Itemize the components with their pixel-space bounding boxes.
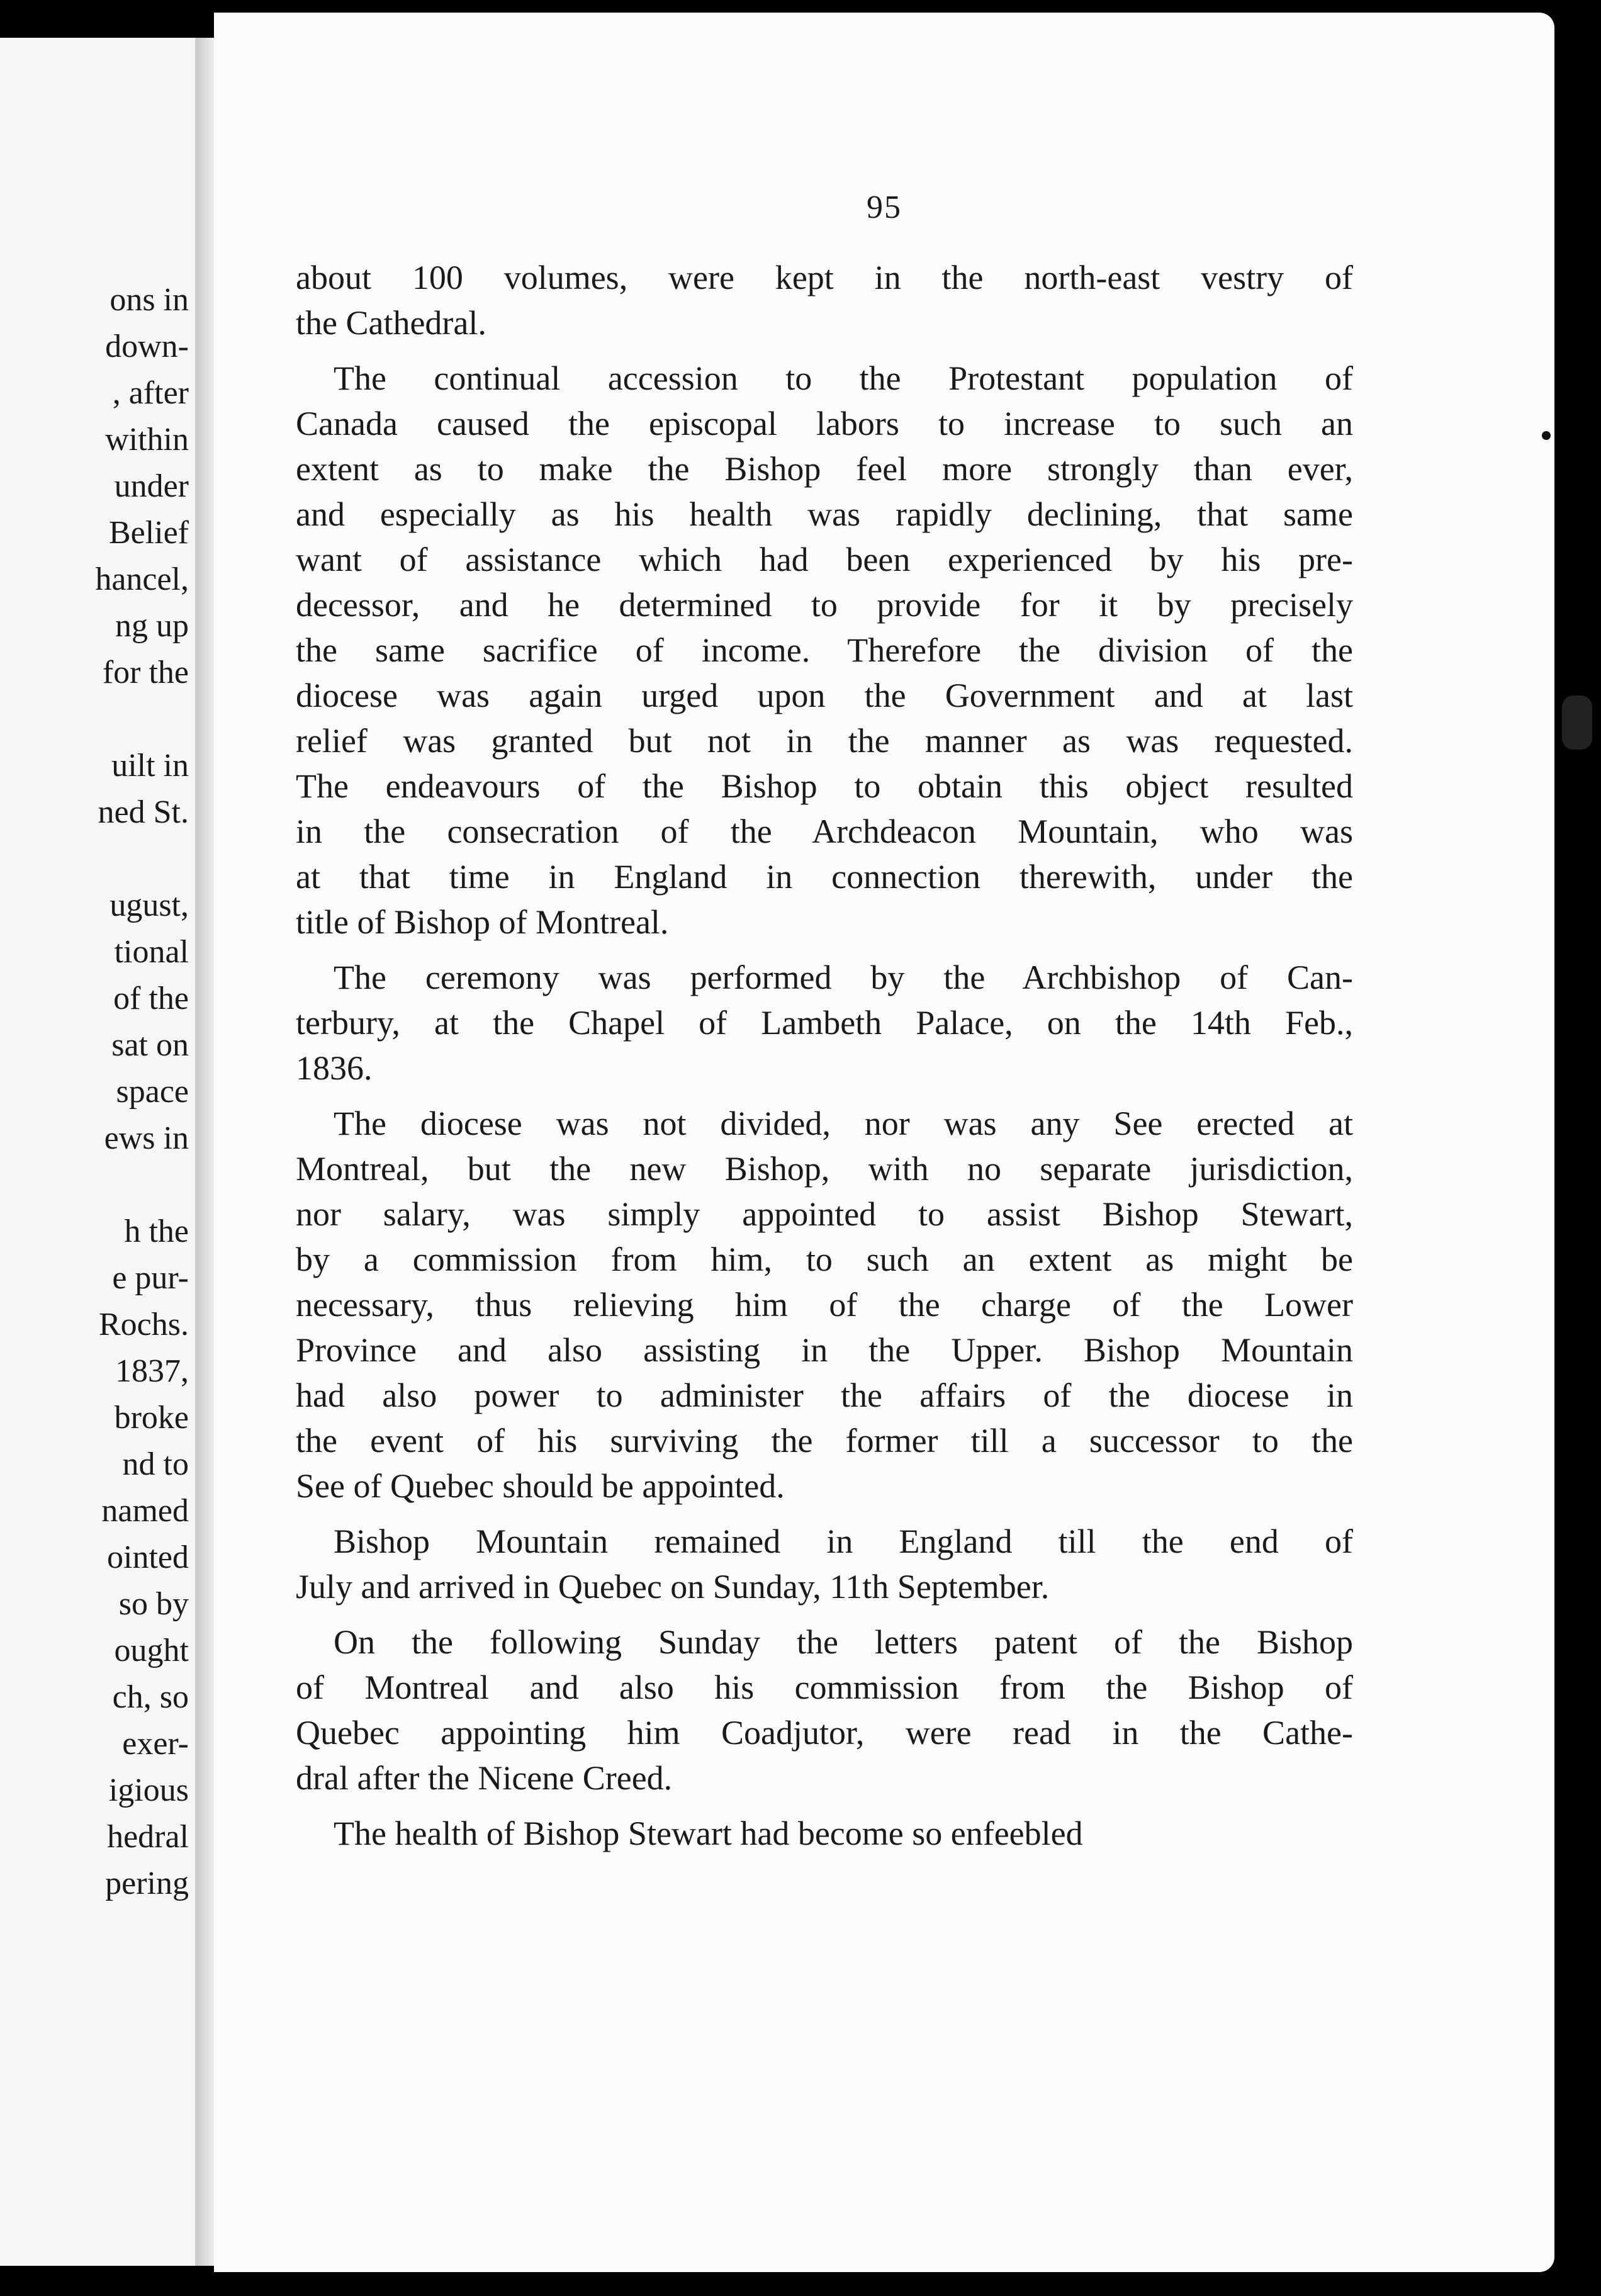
text-line: had also power to administer the affairs of the diocese in: [296, 1376, 1353, 1414]
left-fragment-line: ought: [114, 1633, 189, 1669]
text-line: On the following Sunday the letters patent of the Bishop: [334, 1623, 1353, 1661]
text-line: The continual accession to the Protestant population of: [334, 359, 1353, 397]
left-fragment-line: ch, so: [112, 1679, 189, 1715]
text-line: Canada caused the episcopal labors to increase to such an: [296, 405, 1353, 442]
text-line: Province and also assisting in the Upper. Bishop Mountain: [296, 1331, 1353, 1369]
text-line: The ceremony was performed by the Archbishop of Can-: [334, 959, 1353, 996]
text-line: Montreal, but the new Bishop, with no separate jurisdiction,: [296, 1150, 1353, 1188]
text-line: See of Quebec should be appointed.: [296, 1467, 785, 1505]
paragraph: [296, 1619, 1353, 1801]
left-fragment-line: ugust,: [110, 887, 189, 923]
left-fragment-line: ng up: [115, 608, 189, 644]
text-line: in the consecration of the Archdeacon Mountain, who was: [296, 813, 1353, 850]
left-fragment-line: uilt in: [111, 748, 189, 784]
text-line: title of Bishop of Montreal.: [296, 903, 669, 941]
left-fragment-line: nd to: [122, 1446, 189, 1482]
left-fragment-line: pering: [105, 1866, 189, 1901]
left-fragment-line: down-: [105, 329, 189, 364]
text-line: decessor, and he determined to provide for it by precisely: [296, 586, 1353, 624]
left-fragment-line: hedral: [107, 1819, 189, 1855]
left-fragment-line: exer-: [122, 1726, 189, 1762]
body-text: [296, 255, 1353, 1866]
left-fragment-line: ons in: [110, 282, 189, 318]
left-fragment-line: broke: [114, 1400, 189, 1436]
left-fragment-line: of the: [113, 981, 189, 1016]
text-line: relief was granted but not in the manner as was requested.: [296, 722, 1353, 760]
text-line: necessary, thus relieving him of the charge of the Lower: [296, 1286, 1353, 1324]
left-page: [0, 38, 196, 2266]
text-line: by a commission from him, to such an extent as might be: [296, 1241, 1353, 1278]
text-line: nor salary, was simply appointed to assist Bishop Stewart,: [296, 1195, 1353, 1233]
right-page: [214, 13, 1554, 2272]
left-fragment-line: ews in: [104, 1120, 189, 1156]
text-line: about 100 volumes, were kept in the north-east vestry of: [296, 259, 1353, 296]
page-edge-mark: [1562, 695, 1592, 750]
text-line: July and arrived in Quebec on Sunday, 11th September.: [296, 1568, 1050, 1606]
paragraph: [296, 255, 1353, 346]
left-fragment-line: h the: [124, 1213, 189, 1249]
paragraph: [296, 1101, 1353, 1509]
text-line: at that time in England in connection therewith, under the: [296, 858, 1353, 896]
paragraph: [296, 356, 1353, 945]
text-line: Quebec appointing him Coadjutor, were read in the Cathe-: [296, 1714, 1353, 1752]
left-fragment-line: within: [105, 422, 189, 458]
left-fragment-line: space: [116, 1074, 189, 1110]
text-line: of Montreal and also his commission from the Bishop of: [296, 1669, 1353, 1706]
text-line: and especially as his health was rapidly declining, that same: [296, 495, 1353, 533]
left-fragment-line: ned St.: [98, 794, 189, 830]
left-fragment-line: ointed: [107, 1539, 189, 1575]
page-number: 95: [867, 189, 902, 225]
text-line: the same sacrifice of income. Therefore the division of the: [296, 631, 1353, 669]
text-line: The diocese was not divided, nor was any See erected at: [334, 1105, 1353, 1142]
text-line: the Cathedral.: [296, 304, 486, 342]
left-fragment-line: [0, 836, 189, 882]
text-line: terbury, at the Chapel of Lambeth Palace, on the 14th Feb.,: [296, 1004, 1353, 1042]
left-fragment-line: hancel,: [95, 561, 189, 597]
left-fragment-line: named: [101, 1493, 189, 1529]
left-fragment-line: , after: [112, 375, 189, 411]
text-line: The health of Bishop Stewart had become so enfeebled: [334, 1815, 1083, 1852]
left-fragment-line: Belief: [108, 515, 189, 551]
left-fragment-line: Rochs.: [99, 1307, 189, 1342]
left-fragment-line: for the: [102, 655, 189, 690]
left-fragment-line: [0, 696, 189, 743]
left-fragment-line: tional: [114, 934, 189, 970]
paragraph: [296, 1519, 1353, 1609]
left-fragment-line: so by: [118, 1586, 189, 1622]
left-fragment-line: 1837,: [115, 1353, 189, 1389]
text-line: the event of his surviving the former till a successor to the: [296, 1422, 1353, 1460]
text-line: The endeavours of the Bishop to obtain this object resulted: [296, 767, 1353, 805]
text-line: dral after the Nicene Creed.: [296, 1759, 673, 1797]
left-page-fragments: [0, 277, 189, 1907]
book-gutter: [196, 38, 214, 2266]
margin-dot-mark: [1542, 431, 1551, 440]
left-fragment-line: igious: [108, 1772, 189, 1808]
left-fragment-line: [0, 1162, 189, 1208]
text-line: extent as to make the Bishop feel more strongly than ever,: [296, 450, 1353, 488]
left-fragment-line: under: [114, 468, 189, 504]
text-line: Bishop Mountain remained in England till the end of: [334, 1522, 1353, 1560]
text-line: diocese was again urged upon the Government and at last: [296, 677, 1353, 714]
paragraph: [296, 955, 1353, 1091]
left-fragment-line: e pur-: [112, 1260, 189, 1296]
text-line: want of assistance which had been experienced by his pre-: [296, 541, 1353, 578]
paragraph: [296, 1811, 1353, 1856]
left-fragment-line: sat on: [111, 1027, 189, 1063]
text-line: 1836.: [296, 1049, 373, 1087]
